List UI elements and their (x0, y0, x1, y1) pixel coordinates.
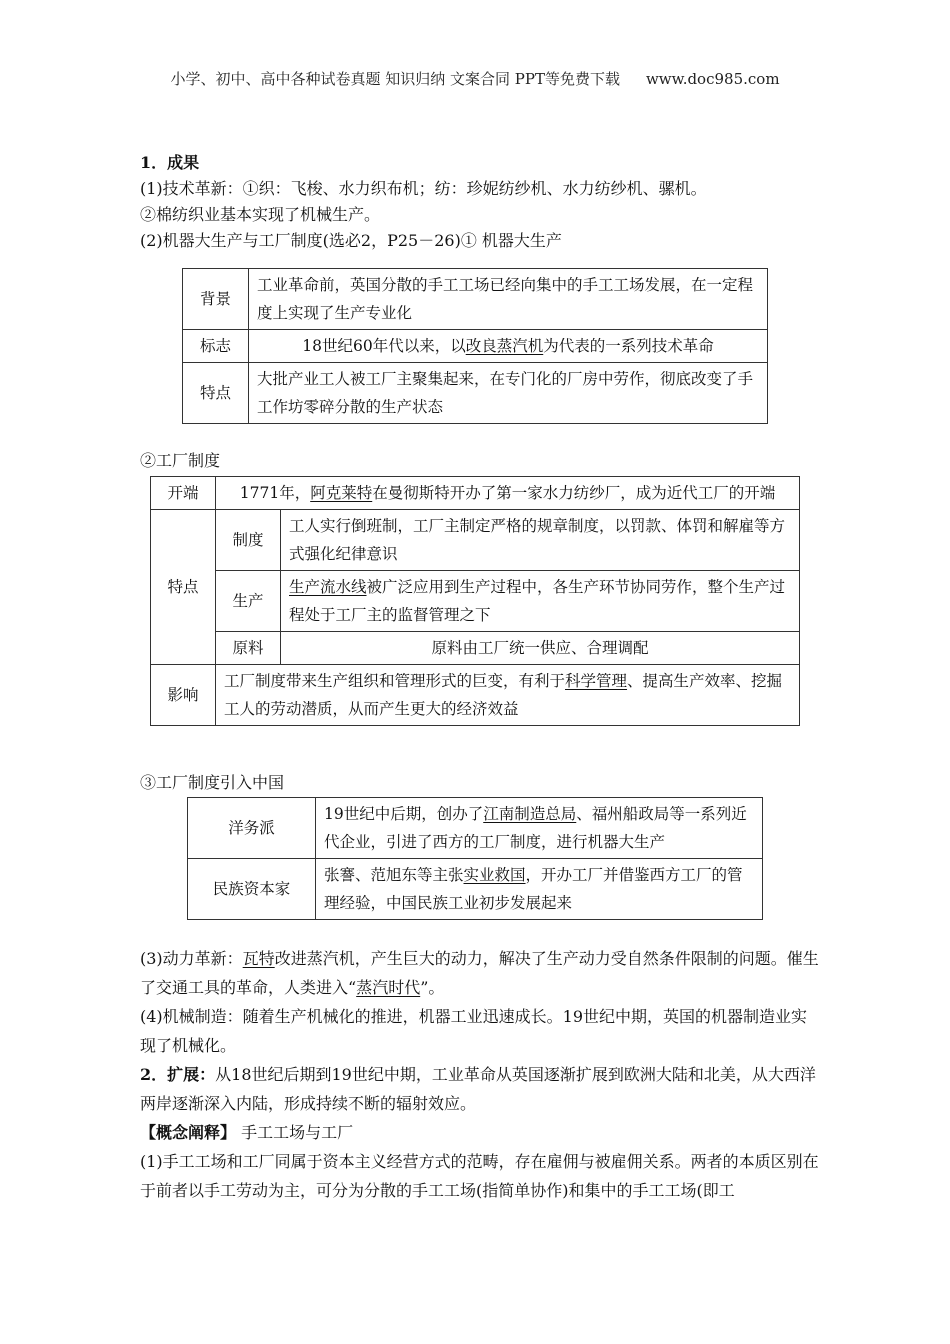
paragraph-cotton: ②棉纺织业基本实现了机械生产。 (140, 205, 381, 224)
row-label: 开端 (151, 477, 216, 510)
table-factory-system (150, 476, 800, 726)
underlined-term: 蒸汽时代 (356, 978, 421, 997)
row-text: 19世纪中后期，创办了江南制造总局、福州船政局等一系列近代企业，引进了西方的工厂制度，进行机器大生产 (316, 798, 763, 859)
underlined-term: 江南制造总局 (483, 805, 577, 823)
row-label: 洋务派 (188, 798, 316, 859)
row-label: 标志 (183, 330, 249, 363)
underlined-term: 阿克莱特 (310, 484, 373, 502)
row-text: 18世纪60年代以来，以改良蒸汽机为代表的一系列技术革命 (249, 330, 768, 363)
section-title-factory-system: ②工厂制度 (140, 451, 221, 470)
section-title-china: ③工厂制度引入中国 (140, 773, 285, 792)
section-title-results: 1．成果 (140, 153, 200, 172)
expansion-title: 2．扩展： (140, 1065, 216, 1084)
underlined-term: 生产流水线 (289, 578, 367, 596)
concept-title: 【概念阐释】 (140, 1123, 237, 1142)
table-row (183, 363, 768, 424)
header-site: www.doc985.com (645, 70, 780, 88)
table-row (151, 571, 800, 632)
sub-label: 生产 (216, 571, 281, 632)
underlined-term: 科学管理 (565, 672, 628, 690)
table-row (151, 510, 800, 571)
sub-label: 原料 (216, 632, 281, 665)
concept-subtitle: 手工工场与工厂 (241, 1123, 354, 1142)
table-row (188, 859, 763, 920)
paragraph-expansion: 2．扩展：从18世纪后期到19世纪中期，工业革命从英国逐渐扩展到欧洲大陆和北美，从大西洋两岸逐渐深入内陆，形成持续不断的辐射效应。 (140, 1065, 816, 1113)
paragraph-machine-production: (2)机器大生产与工厂制度(选必2，P25－26)① 机器大生产 (140, 231, 562, 250)
table-machine-production (182, 268, 768, 424)
row-text: 工业革命前，英国分散的手工工场已经向集中的手工工场发展，在一定程度上实现了生产专业化 (249, 269, 768, 330)
table-row (151, 632, 800, 665)
row-text: 张謇、范旭东等主张实业救国，开办工厂并借鉴西方工厂的管理经验，中国民族工业初步发展起来 (316, 859, 763, 920)
paragraph-machine-making: (4)机械制造：随着生产机械化的推进，机器工业迅速成长。19世纪中期，英国的机器制造业实现了机械化。 (140, 1007, 808, 1055)
row-label: 背景 (183, 269, 249, 330)
row-label: 特点 (183, 363, 249, 424)
table-row (151, 477, 800, 510)
row-label: 特点 (151, 510, 216, 665)
table-row (183, 269, 768, 330)
underlined-term: 瓦特 (242, 949, 275, 968)
header-text: 小学、初中、高中各种试卷真题 知识归纳 文案合同 PPT等免费下载 (170, 70, 620, 88)
row-text: 大批产业工人被工厂主聚集起来，在专门化的厂房中劳作，彻底改变了手工作坊零碎分散的生产状态 (249, 363, 768, 424)
row-text: 工人实行倒班制，工厂主制定严格的规章制度，以罚款、体罚和解雇等方式强化纪律意识 (281, 510, 800, 571)
sub-label: 制度 (216, 510, 281, 571)
row-label: 民族资本家 (188, 859, 316, 920)
paragraph-power: (3)动力革新：瓦特改进蒸汽机，产生巨大的动力，解决了生产动力受自然条件限制的问题。催生了交通工具的革命，人类进入“蒸汽时代”。 (140, 949, 819, 997)
page-header (0, 68, 950, 89)
row-text: 工厂制度带来生产组织和管理形式的巨变，有利于科学管理、提高生产效率、挖掘工人的劳动潜质，从而产生更大的经济效益 (216, 665, 800, 726)
table-row (183, 330, 768, 363)
table-factory-china (187, 797, 763, 920)
table-row (188, 798, 763, 859)
row-label: 影响 (151, 665, 216, 726)
paragraph-tech-innovation: (1)技术革新：①织：飞梭、水力织布机；纺：珍妮纺纱机、水力纺纱机、骡机。 (140, 179, 707, 198)
section-results (140, 150, 820, 254)
underlined-term: 实业救国 (463, 866, 526, 884)
concept-heading (140, 1118, 820, 1147)
table-row (151, 665, 800, 726)
paragraph-concept: (1)手工工场和工厂同属于资本主义经营方式的范畴，存在雇佣与被雇佣关系。两者的本质区别在于前者以手工劳动为主，可分为分散的手工工场(指简单协作)和集中的手工工场(即工 (140, 1152, 819, 1200)
section-later (140, 944, 820, 1205)
underlined-term: 改良蒸汽机 (465, 337, 544, 355)
row-text: 原料由工厂统一供应、合理调配 (281, 632, 800, 665)
row-text: 1771年，阿克莱特在曼彻斯特开办了第一家水力纺纱厂，成为近代工厂的开端 (216, 477, 800, 510)
row-text: 生产流水线被广泛应用到生产过程中，各生产环节协同劳作，整个生产过程处于工厂主的监督管理之下 (281, 571, 800, 632)
